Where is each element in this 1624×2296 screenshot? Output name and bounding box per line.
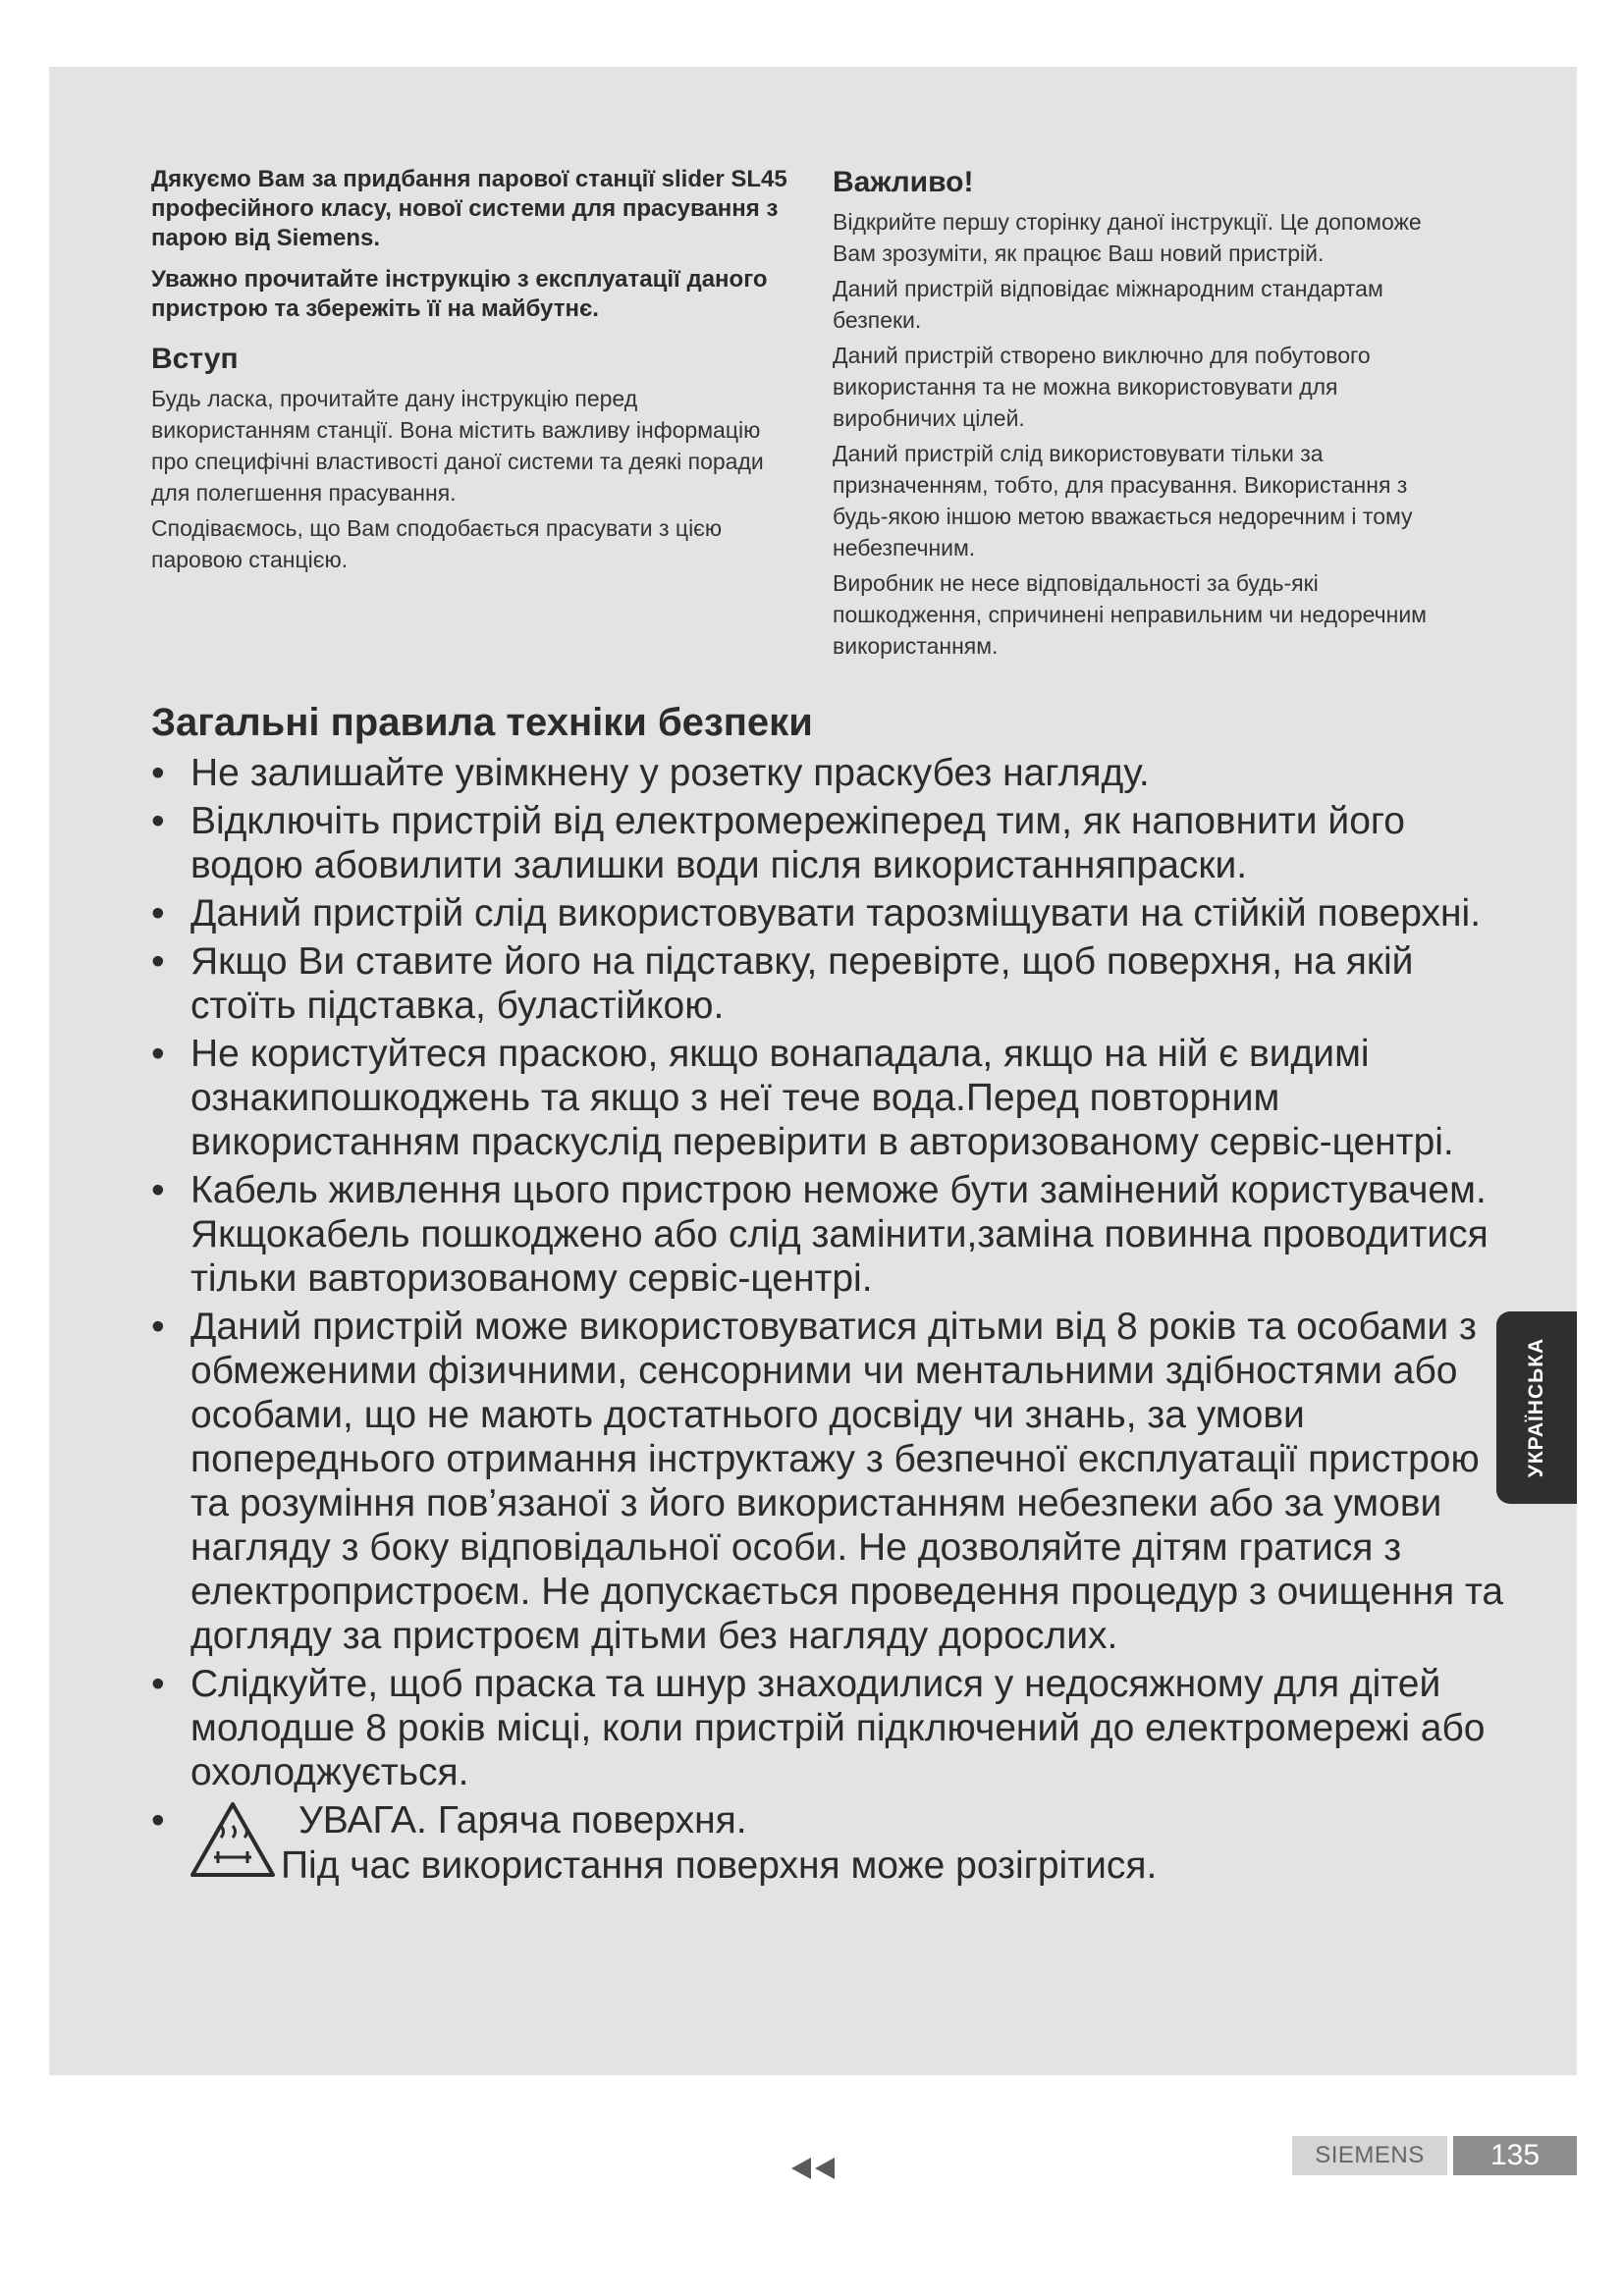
safety-heading: Загальні правила техніки безпеки <box>151 701 813 744</box>
warning-title: УВАГА. Гаряча поверхня. <box>298 1799 747 1842</box>
intro-heading: Вступ <box>151 343 239 375</box>
important-column <box>833 165 1461 666</box>
safety-rule <box>151 1168 1506 1301</box>
rule-text: Кабель живлення цього пристрою неможе бути замінений користувачем. Якщокабель пошкоджено або слід замінити,заміна повинна проводитися тільки вавторизованому сервіс-центрі. <box>190 1169 1489 1300</box>
double-arrow-left-icon[interactable] <box>789 2156 837 2181</box>
safety-rule <box>151 939 1506 1028</box>
important-paragraph-2: Даний пристрій відповідає міжнародним стандартам безпеки. <box>833 276 1383 333</box>
intro-column <box>151 165 799 579</box>
safety-rule <box>151 891 1506 935</box>
bullet: • <box>151 1799 165 1842</box>
language-tab <box>1496 1311 1577 1504</box>
thanks-text: Дякуємо Вам за придбання парової станції slider SL45 професійного класу, нової системи для прасування з парою від Siemens. <box>151 166 787 251</box>
rule-text: Слідкуйте, щоб праска та шнур знаходилися у недосяжному для дітей молодше 8 років місці, коли пристрій підключений до електромережі або охолоджується. <box>190 1663 1486 1793</box>
read-instructions-text: Уважно прочитайте інструкцію з експлуатації даного пристрою та збережіть її на майбутнє. <box>151 266 768 322</box>
hot-surface-warning <box>151 1798 1506 1889</box>
safety-rule <box>151 751 1506 795</box>
rule-text: Якщо Ви ставите його на підставку, перевірте, щоб поверхня, на якій стоїть підставка, буластійкою. <box>190 940 1414 1027</box>
important-heading: Важливо! <box>833 166 974 198</box>
hot-surface-warning-icon <box>189 1800 277 1879</box>
important-paragraph-1: Відкрийте першу сторінку даної інструкції. Це допоможе Вам зрозуміти, як працює Ваш новий пристрій. <box>833 209 1422 266</box>
safety-rule <box>151 1032 1506 1164</box>
important-paragraph-3: Даний пристрій створено виключно для побутового використання та не можна використовувати для виробничих цілей. <box>833 343 1371 431</box>
intro-paragraph-1: Будь ласка, прочитайте дану інструкцію перед використанням станції. Вона містить важливу інформацію про специфічні властивості даної системи та деякі поради для полегшення прасування. <box>151 386 764 506</box>
bullet: • <box>151 1306 165 1348</box>
rule-text: Даний пристрій може використовуватися дітьми від 8 років та особами з обмеженими фізичними, сенсорними чи ментальними здібностями або особами, що не мають достатнього досвіду чи знань, за умови попереднього отримання інструктажу з безпечної експлуатації пристрою та розуміння пов’язаної з його використанням небезпеки або за умови нагляду з боку відповідальної особи. Не дозволяйте дітям гратися з електропристроєм. Не допускається проведення процедур з очищення та догляду за пристроєм дітьми без нагляду дорослих. <box>190 1306 1504 1657</box>
safety-rule <box>151 799 1506 887</box>
important-paragraph-5: Виробник не несе відповідальності за будь-які пошкодження, спричинені неправильним чи недоречним використанням. <box>833 570 1427 659</box>
bullet: • <box>151 800 165 842</box>
warning-text: Під час використання поверхня може розігрітися. <box>281 1844 1158 1887</box>
bullet: • <box>151 752 165 794</box>
rule-text: Не залишайте увімкнену у розетку праскубез нагляду. <box>190 752 1150 794</box>
rule-text: Даний пристрій слід використовувати тарозміщувати на стійкій поверхні. <box>190 892 1482 934</box>
safety-rule <box>151 1305 1506 1658</box>
rule-text: Відключіть пристрій від електромережіперед тим, як наповнити його водою абовилити залишки води після використанняпраски. <box>190 800 1405 886</box>
bullet: • <box>151 1663 165 1705</box>
intro-paragraph-2: Сподіваємось, що Вам сподобається прасувати з цією паровою станцією. <box>151 515 723 572</box>
safety-rule <box>151 1662 1506 1794</box>
bullet: • <box>151 940 165 983</box>
bullet: • <box>151 1169 165 1211</box>
page-number: 135 <box>1453 2136 1577 2175</box>
rule-text: Не користуйтеся праскою, якщо вонападала, якщо на ній є видимі ознакипошкоджень та якщо з неї тече вода.Перед повторним використанням праскуслід перевірити в авторизованому сервіс-центрі. <box>190 1033 1454 1163</box>
bullet: • <box>151 1033 165 1075</box>
language-label: УКРАЇНСЬКА <box>1525 1337 1547 1478</box>
brand-label: SIEMENS <box>1292 2136 1447 2175</box>
important-paragraph-4: Даний пристрій слід використовувати тільки за призначенням, тобто, для прасування. Використання з будь-якою іншою метою вважається недоречним і тому небезпечним. <box>833 441 1413 561</box>
safety-rules-list <box>151 751 1506 1893</box>
bullet: • <box>151 892 165 934</box>
